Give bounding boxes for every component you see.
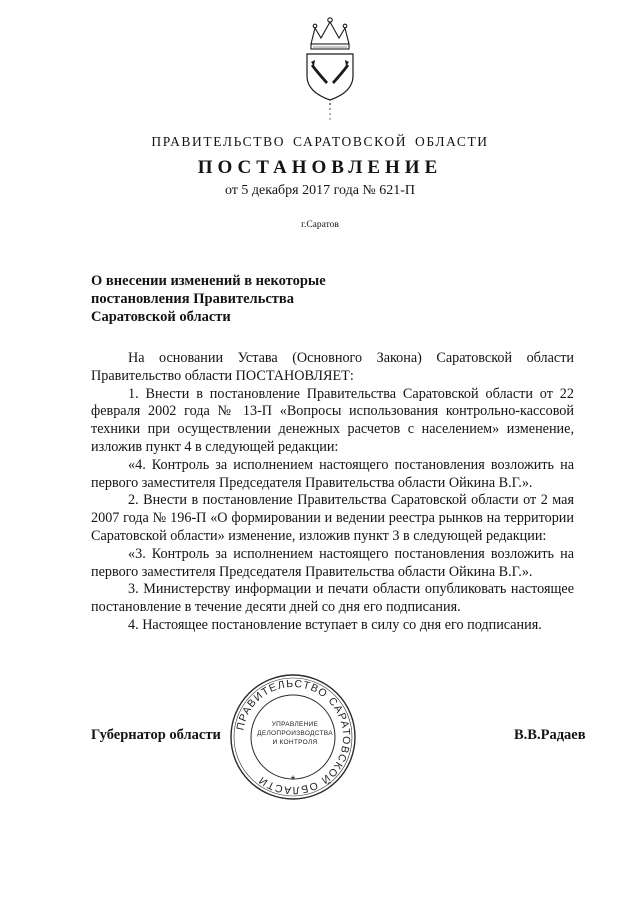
document-body [91, 350, 574, 635]
seal-inner-line: ДЕЛОПРОИЗВОДСТВА [257, 730, 333, 737]
item-1-paragraph: 1. Внести в постановление Правительства Саратовской области от 22 февраля 2002 года № 13-П «Вопросы использования контрольно-кассовой техники при осуществлении денежных расчетов с населением» изменение, изложив пункт 4 в следующей редакции: [91, 385, 574, 455]
government-title: ПРАВИТЕЛЬСТВО САРАТОВСКОЙ ОБЛАСТИ [151, 134, 489, 149]
seal-inner-line: УПРАВЛЕНИЕ [271, 721, 319, 728]
coat-of-arms-emblem-icon [297, 14, 363, 122]
item-4-paragraph: 4. Настоящее постановление вступает в силу со дня его подписания. [128, 616, 542, 633]
item-2-paragraph: 2. Внести в постановление Правительства Саратовской области от 2 мая 2007 года № 196-П «О формировании и ведении реестра рынков на территории Саратовской области» изменение, изложив пункт 3 в следующей редакции: [91, 492, 574, 544]
preamble-paragraph: На основании Устава (Основного Закона) Саратовской области Правительство области ПОСТАНОВЛЯЕТ: [91, 350, 574, 384]
document-city: г.Саратов [301, 220, 339, 230]
subject-line: О внесении изменений в некоторые [91, 273, 326, 289]
subject-line: Саратовской области [91, 309, 231, 325]
quote-2-paragraph: «3. Контроль за исполнением настоящего постановления возложить на первого заместителя Председателя Правительства области Ойкина В.Г.». [91, 545, 574, 580]
seal-star: * [290, 773, 296, 787]
seal-inner-text [255, 720, 335, 747]
signatory-position: Губернатор области [91, 727, 221, 743]
subject-line: постановления Правительства [91, 291, 294, 307]
document-date-number: от 5 декабря 2017 года № 621-П [224, 183, 416, 198]
item-3-paragraph: 3. Министерству информации и печати области опубликовать настоящее постановление в течение десяти дней со дня его подписания. [91, 581, 574, 616]
document-type: ПОСТАНОВЛЕНИЕ [197, 157, 443, 178]
signatory-name: В.В.Радаев [514, 727, 586, 743]
document-subject [91, 272, 326, 326]
quote-1-paragraph: «4. Контроль за исполнением настоящего постановления возложить на первого заместителя Председателя Правительства области Ойкина В.Г.». [91, 456, 574, 491]
seal-inner-line: И КОНТРОЛЯ [272, 739, 318, 746]
seal-ring-text: ПРАВИТЕЛЬСТВО САРАТОВСКОЙ ОБЛАСТИ [234, 677, 353, 797]
